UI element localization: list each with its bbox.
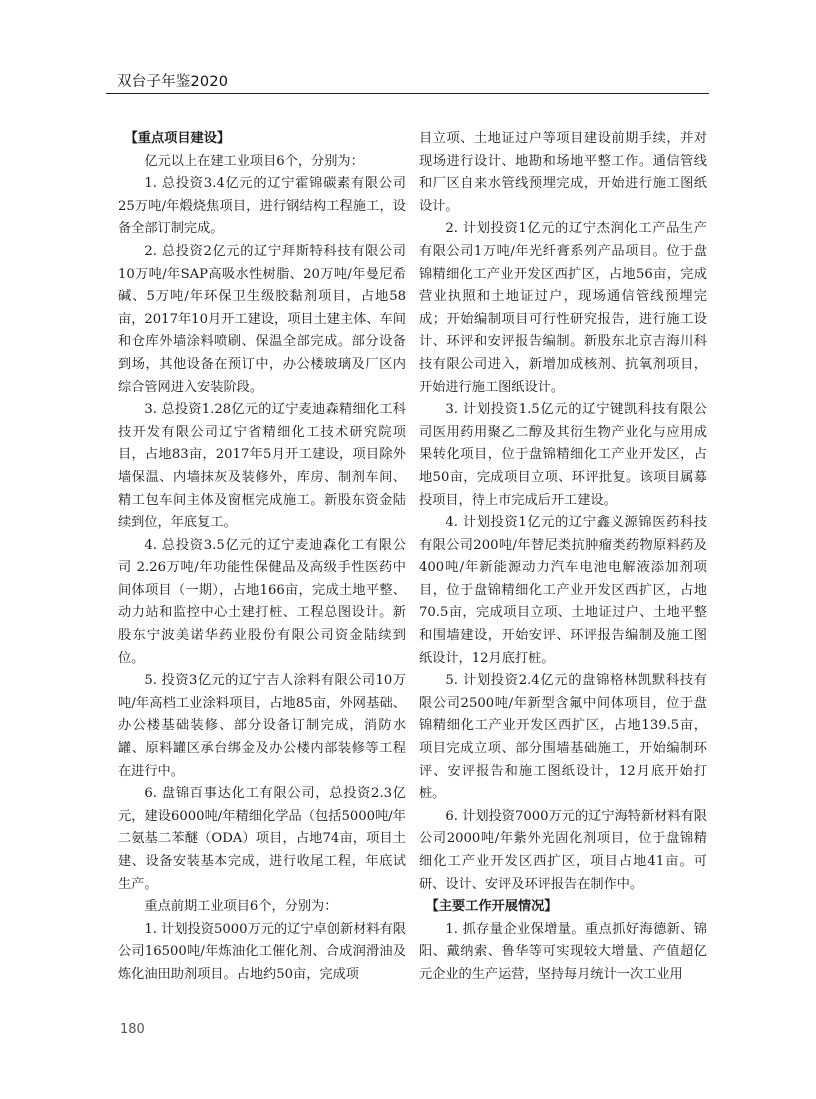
paragraph: 1. 总投资3.4亿元的辽宁霍锦碳素有限公司25万吨/年煅烧焦项目，进行钢结构工程施工，设备全部订制完成。 (118, 176, 406, 237)
paragraph: 亿元以上在建工业项目6个，分别为： (144, 153, 364, 169)
paragraph: 重点前期工业项目6个，分别为： (144, 899, 338, 915)
running-head: 双台子年鉴2020 (117, 74, 229, 90)
right-column (419, 128, 707, 987)
paragraph: 3. 总投资1.28亿元的辽宁麦迪森精细化工科技开发有限公司辽宁省精细化工技术研究院项目，占地83亩，2017年5月开工建设，项目除外墙保温、内墙抹灰及装修外，库房、制剂车间、精工包车间主体及窗框完成施工。新股东资金陆续到位，年底复工。 (118, 402, 406, 531)
paragraph: 6. 计划投资7000万元的辽宁海特新材料有限公司2000吨/年紫外光固化剂项目，位于盘锦精细化工产业开发区西扩区，项目占地41亩。可研、设计、安评及环评报告在制作中。 (419, 808, 707, 892)
paragraph: 6. 盘锦百事达化工有限公司，总投资2.3亿元，建设6000吨/年精细化学品（包括5000吨/年二氨基二苯醚（ODA）项目，占地74亩，项目土建、设备安装基本完成，进行收尾工程，年底试生产。 (118, 786, 406, 892)
paragraph: 1. 计划投资5000万元的辽宁卓创新材料有限公司16500吨/年炼油化工催化剂、合成润滑油及炼化油田助剂项目。占地约50亩，完成项 (118, 921, 406, 982)
page-number: 180 (120, 1022, 145, 1037)
paragraph: 5. 投资3亿元的辽宁吉人涂料有限公司10万吨/年高档工业涂料项目，占地85亩，外网基础、办公楼基础装修、部分设备订制完成，消防水罐、原料罐区承台绑金及办公楼内部装修等工程在进行中。 (118, 673, 406, 779)
paragraph: 2. 总投资2亿元的辽宁拜斯特科技有限公司10万吨/年SAP高吸水性树脂、20万吨/年曼尼希碱、5万吨/年环保卫生级胶黏剂项目，占地58亩，2017年10月开工建设，项目土建主体、车间和仓库外墙涂料喷刷、保温全部完成。部分设备到场，其他设备在预订中，办公楼玻璃及厂区内综合管网进入安装阶段。 (118, 243, 406, 395)
paragraph: 1. 抓存量企业保增量。重点抓好海德新、锦阳、戴纳索、鲁华等可实现较大增量、产值超亿元企业的生产运营，坚持每月统计一次工业用 (419, 921, 707, 982)
paragraph-continued: 目立项、土地证过户等项目建设前期手续，并对现场进行设计、地勘和场地平整工作。通信管线和厂区自来水管线预埋完成，开始进行施工图纸设计。 (419, 131, 707, 214)
paragraph: 5. 计划投资2.4亿元的盘锦格林凯默科技有限公司2500吨/年新型含氟中间体项目，位于盘锦精细化工产业开发区西扩区，占地139.5亩，项目完成立项、部分围墙基础施工，开始编制环评、安评报告和施工图纸设计，12月底开始打桩。 (419, 673, 707, 802)
paragraph: 4. 总投资3.5亿元的辽宁麦迪森化工有限公司 2.26万吨/年功能性保健品及高级手性医药中间体项目（一期），占地166亩，完成土地平整、动力站和监控中心土建打桩、工程总图设计。新股东宁波美诺华药业股份有限公司资金陆续到位。 (118, 537, 406, 666)
header-rule (106, 93, 709, 94)
section-heading: 【重点项目建设】 (124, 131, 231, 146)
left-column (118, 128, 406, 987)
paragraph: 3. 计划投资1.5亿元的辽宁键凯科技有限公司医用药用聚乙二醇及其衍生物产业化与应用成果转化项目，位于盘锦精细化工产业开发区，占地50亩，完成项目立项、环评批复。该项目属募投项目，待上市完成后开工建设。 (419, 402, 707, 508)
section-heading: 【主要工作开展情况】 (425, 899, 558, 915)
paragraph: 4. 计划投资1亿元的辽宁鑫义源锦医药科技有限公司200吨/年替尼类抗肿瘤类药物原料药及400吨/年新能源动力汽车电池电解液添加剂项目，位于盘锦精细化工产业开发区西扩区，占地70.5亩，完成项目立项、土地证过户、土地平整和围墙建设，开始安评、环评报告编制及施工图纸设计，12月底打桩。 (419, 515, 707, 666)
paragraph: 2. 计划投资1亿元的辽宁杰润化工产品生产有限公司1万吨/年光纤膏系列产品项目。位于盘锦精细化工产业开发区西扩区，占地56亩，完成营业执照和土地证过户，现场通信管线预埋完成；开始编制项目可行性研究报告，进行施工设计、环评和安评报告编制。新股东北京吉海川科技有限公司进入，新增加成核剂、抗氧剂项目，开始进行施工图纸设计。 (419, 221, 707, 395)
